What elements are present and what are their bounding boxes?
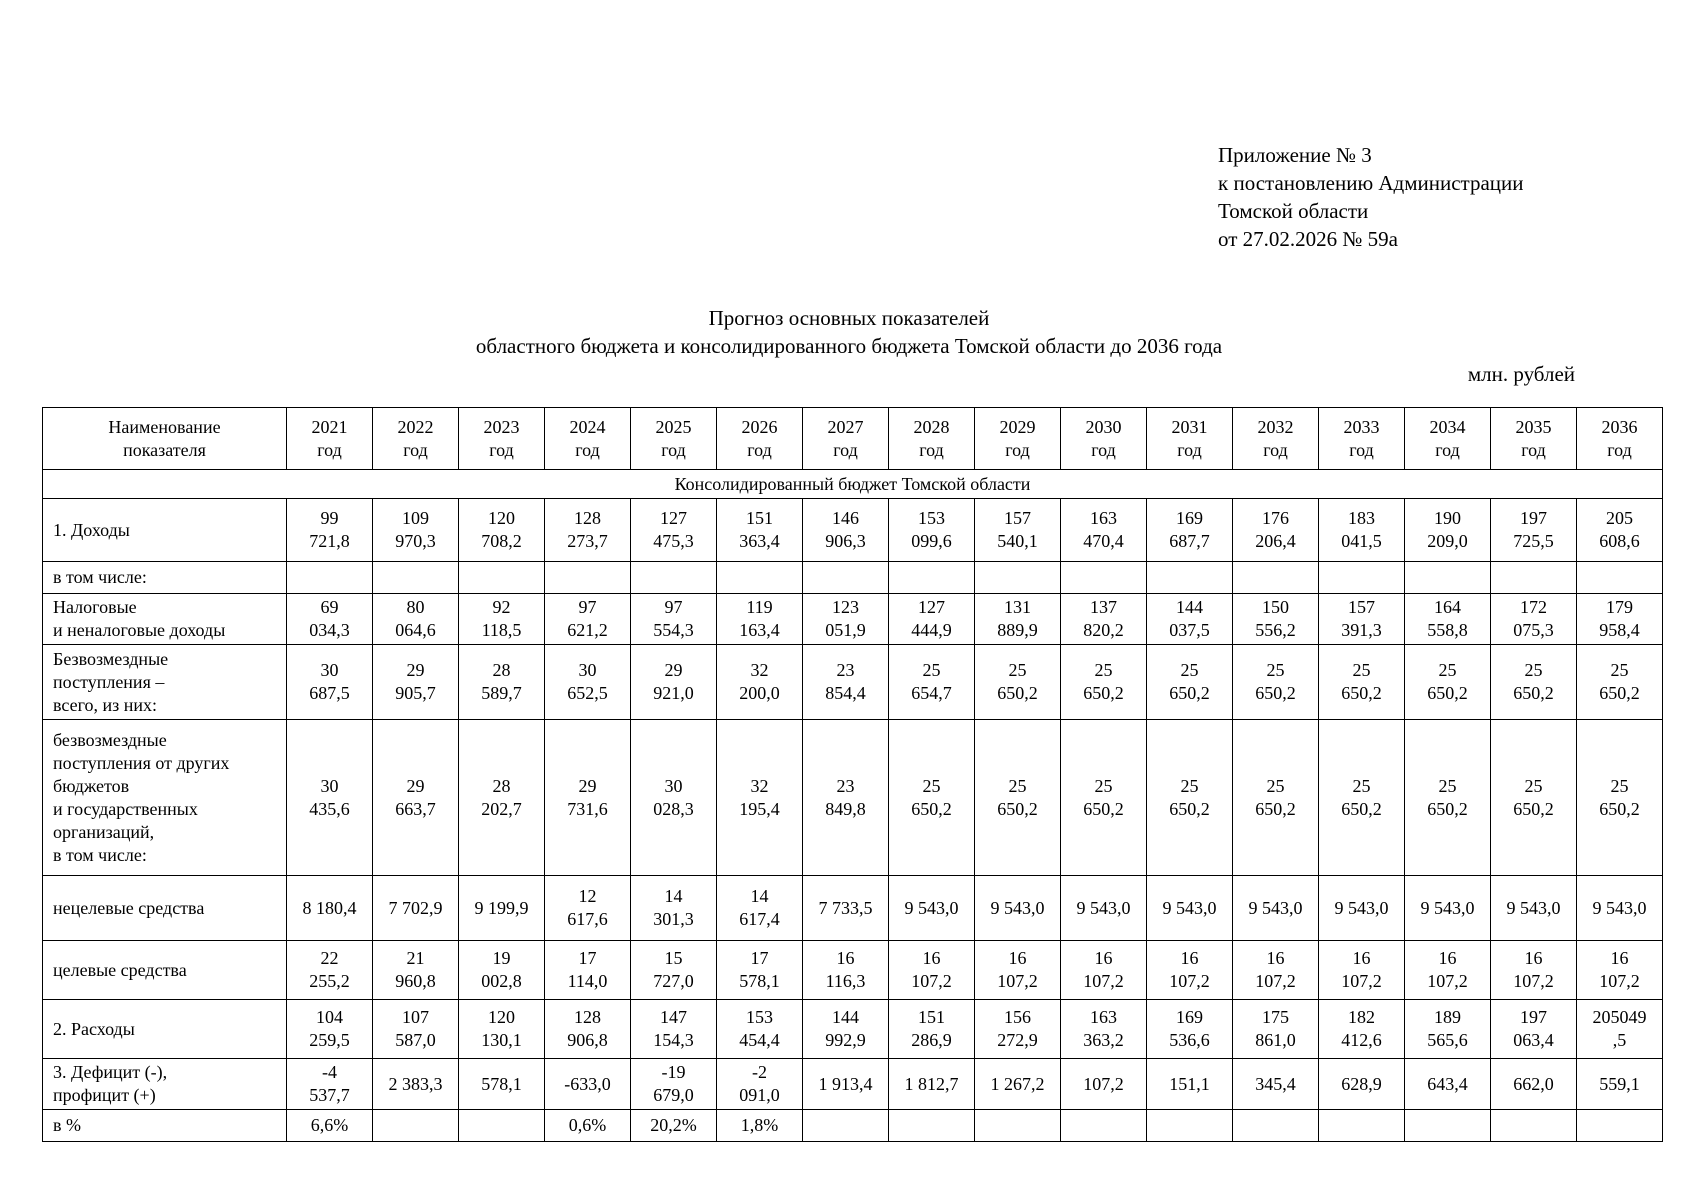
table-cell xyxy=(1577,1110,1663,1142)
column-header-year: 2025 год xyxy=(631,408,717,470)
table-cell: 92 118,5 xyxy=(459,594,545,645)
table-cell: 8 180,4 xyxy=(287,876,373,941)
table-cell: 172 075,3 xyxy=(1491,594,1577,645)
table-cell xyxy=(975,562,1061,594)
table-cell: 99 721,8 xyxy=(287,499,373,562)
table-cell: 17 114,0 xyxy=(545,941,631,1000)
table-cell xyxy=(889,1110,975,1142)
table-cell xyxy=(975,1110,1061,1142)
table-row xyxy=(43,594,1663,645)
table-cell: 205049 ,5 xyxy=(1577,1000,1663,1059)
table-cell: 153 099,6 xyxy=(889,499,975,562)
table-cell: 128 906,8 xyxy=(545,1000,631,1059)
table-cell: 25 650,2 xyxy=(1491,645,1577,720)
table-cell: 80 064,6 xyxy=(373,594,459,645)
table-cell xyxy=(1577,562,1663,594)
table-cell xyxy=(1147,1110,1233,1142)
table-cell: 25 650,2 xyxy=(1061,720,1147,876)
table-cell: 144 037,5 xyxy=(1147,594,1233,645)
table-cell xyxy=(1233,562,1319,594)
table-cell xyxy=(889,562,975,594)
table-cell: 69 034,3 xyxy=(287,594,373,645)
table-row xyxy=(43,645,1663,720)
attachment-line: к постановлению Администрации xyxy=(1218,171,1524,195)
table-cell: 16 107,2 xyxy=(975,941,1061,1000)
table-cell: 30 028,3 xyxy=(631,720,717,876)
table-cell xyxy=(1233,1110,1319,1142)
table-cell: 109 970,3 xyxy=(373,499,459,562)
table-cell: 23 849,8 xyxy=(803,720,889,876)
table-cell: -4 537,7 xyxy=(287,1059,373,1110)
table-cell: 25 650,2 xyxy=(1233,720,1319,876)
table-cell: 197 725,5 xyxy=(1491,499,1577,562)
table-cell xyxy=(1491,562,1577,594)
table-cell: 20,2% xyxy=(631,1110,717,1142)
budget-table xyxy=(42,407,1663,1142)
column-header-year: 2032 год xyxy=(1233,408,1319,470)
row-label: 1. Доходы xyxy=(43,499,287,562)
table-cell: 9 543,0 xyxy=(1405,876,1491,941)
table-cell: 25 650,2 xyxy=(1405,645,1491,720)
table-cell: 147 154,3 xyxy=(631,1000,717,1059)
table-cell: 16 107,2 xyxy=(1405,941,1491,1000)
table-cell: -2 091,0 xyxy=(717,1059,803,1110)
table-cell: 9 543,0 xyxy=(1233,876,1319,941)
table-cell: 9 543,0 xyxy=(889,876,975,941)
table-cell: 153 454,4 xyxy=(717,1000,803,1059)
column-header-year: 2031 год xyxy=(1147,408,1233,470)
table-cell: 144 992,9 xyxy=(803,1000,889,1059)
table-cell: 119 163,4 xyxy=(717,594,803,645)
table-cell: 16 116,3 xyxy=(803,941,889,1000)
table-cell: 183 041,5 xyxy=(1319,499,1405,562)
table-cell: 25 650,2 xyxy=(1147,645,1233,720)
table-cell: 182 412,6 xyxy=(1319,1000,1405,1059)
table-cell: 16 107,2 xyxy=(1061,941,1147,1000)
table-cell xyxy=(1319,1110,1405,1142)
table-cell: 7 702,9 xyxy=(373,876,459,941)
table-cell: 127 475,3 xyxy=(631,499,717,562)
table-cell: 9 543,0 xyxy=(1319,876,1405,941)
table-cell: 25 650,2 xyxy=(1577,645,1663,720)
row-label: 2. Расходы xyxy=(43,1000,287,1059)
row-label: Безвозмездные поступления – всего, из них: xyxy=(43,645,287,720)
column-header-year: 2033 год xyxy=(1319,408,1405,470)
title-line: Прогноз основных показателей xyxy=(708,306,990,330)
table-row xyxy=(43,1110,1663,1142)
table-cell: 151,1 xyxy=(1147,1059,1233,1110)
table-cell: 97 554,3 xyxy=(631,594,717,645)
table-cell xyxy=(1061,562,1147,594)
section-row xyxy=(43,470,1663,499)
row-label: целевые средства xyxy=(43,941,287,1000)
table-cell: 643,4 xyxy=(1405,1059,1491,1110)
table-cell xyxy=(1491,1110,1577,1142)
table-cell: 16 107,2 xyxy=(1491,941,1577,1000)
table-cell: 1 267,2 xyxy=(975,1059,1061,1110)
column-header-name: Наименование показателя xyxy=(43,408,287,470)
table-cell: 25 650,2 xyxy=(1147,720,1233,876)
table-cell: 197 063,4 xyxy=(1491,1000,1577,1059)
table-row xyxy=(43,1059,1663,1110)
table-cell: 14 301,3 xyxy=(631,876,717,941)
table-cell xyxy=(459,1110,545,1142)
table-cell xyxy=(717,562,803,594)
table-cell xyxy=(373,1110,459,1142)
table-cell: 146 906,3 xyxy=(803,499,889,562)
table-cell: 25 650,2 xyxy=(975,645,1061,720)
table-cell: 29 663,7 xyxy=(373,720,459,876)
table-cell: 205 608,6 xyxy=(1577,499,1663,562)
table-cell: 151 363,4 xyxy=(717,499,803,562)
column-header-year: 2023 год xyxy=(459,408,545,470)
table-cell: 578,1 xyxy=(459,1059,545,1110)
table-cell: 22 255,2 xyxy=(287,941,373,1000)
table-cell: 23 854,4 xyxy=(803,645,889,720)
table-cell xyxy=(631,562,717,594)
table-cell xyxy=(1405,1110,1491,1142)
table-cell: 97 621,2 xyxy=(545,594,631,645)
table-cell: 123 051,9 xyxy=(803,594,889,645)
table-cell: 1,8% xyxy=(717,1110,803,1142)
column-header-year: 2026 год xyxy=(717,408,803,470)
column-header-year: 2022 год xyxy=(373,408,459,470)
table-cell: 169 536,6 xyxy=(1147,1000,1233,1059)
table-cell: 107,2 xyxy=(1061,1059,1147,1110)
table-cell: 30 687,5 xyxy=(287,645,373,720)
table-cell: 151 286,9 xyxy=(889,1000,975,1059)
table-cell: 1 812,7 xyxy=(889,1059,975,1110)
table-cell: 157 540,1 xyxy=(975,499,1061,562)
table-cell: 30 652,5 xyxy=(545,645,631,720)
table-cell: 16 107,2 xyxy=(1233,941,1319,1000)
table-header-row xyxy=(43,408,1663,470)
table-cell: 25 650,2 xyxy=(889,720,975,876)
table-cell xyxy=(1061,1110,1147,1142)
table-cell: 14 617,4 xyxy=(717,876,803,941)
title-line: областного бюджета и консолидированного бюджета Томской области до 2036 года xyxy=(475,334,1223,358)
table-cell: 15 727,0 xyxy=(631,941,717,1000)
row-label: в % xyxy=(43,1110,287,1142)
column-header-year: 2030 год xyxy=(1061,408,1147,470)
table-cell xyxy=(1405,562,1491,594)
table-cell: 9 199,9 xyxy=(459,876,545,941)
table-cell: 32 200,0 xyxy=(717,645,803,720)
section-title: Консолидированный бюджет Томской области xyxy=(43,470,1663,499)
table-cell: 163 363,2 xyxy=(1061,1000,1147,1059)
table-cell: 150 556,2 xyxy=(1233,594,1319,645)
column-header-year: 2034 год xyxy=(1405,408,1491,470)
attachment-block xyxy=(1218,141,1524,253)
table-cell: 120 130,1 xyxy=(459,1000,545,1059)
table-cell: 128 273,7 xyxy=(545,499,631,562)
table-cell: 30 435,6 xyxy=(287,720,373,876)
table-cell xyxy=(373,562,459,594)
table-cell: 107 587,0 xyxy=(373,1000,459,1059)
table-cell: 25 654,7 xyxy=(889,645,975,720)
table-cell xyxy=(459,562,545,594)
table-cell: 176 206,4 xyxy=(1233,499,1319,562)
table-cell: 16 107,2 xyxy=(1577,941,1663,1000)
table-cell: 7 733,5 xyxy=(803,876,889,941)
table-cell: 21 960,8 xyxy=(373,941,459,1000)
table-cell: 164 558,8 xyxy=(1405,594,1491,645)
row-label: в том числе: xyxy=(43,562,287,594)
column-header-year: 2035 год xyxy=(1491,408,1577,470)
table-cell: 189 565,6 xyxy=(1405,1000,1491,1059)
table-cell: 120 708,2 xyxy=(459,499,545,562)
table-cell: 137 820,2 xyxy=(1061,594,1147,645)
table-row xyxy=(43,562,1663,594)
table-cell: 559,1 xyxy=(1577,1059,1663,1110)
table-cell: 29 905,7 xyxy=(373,645,459,720)
table-cell: 131 889,9 xyxy=(975,594,1061,645)
column-header-year: 2027 год xyxy=(803,408,889,470)
table-cell xyxy=(803,562,889,594)
table-cell: 127 444,9 xyxy=(889,594,975,645)
table-cell: 345,4 xyxy=(1233,1059,1319,1110)
table-row xyxy=(43,499,1663,562)
table-cell: 628,9 xyxy=(1319,1059,1405,1110)
table-cell: 2 383,3 xyxy=(373,1059,459,1110)
table-cell: 9 543,0 xyxy=(1147,876,1233,941)
document-title xyxy=(0,304,1698,360)
table-cell: 25 650,2 xyxy=(1061,645,1147,720)
table-cell: -19 679,0 xyxy=(631,1059,717,1110)
table-cell: 25 650,2 xyxy=(1233,645,1319,720)
attachment-line: от 27.02.2026 № 59а xyxy=(1218,227,1399,251)
attachment-line: Приложение № 3 xyxy=(1218,143,1372,167)
table-cell: 0,6% xyxy=(545,1110,631,1142)
table-cell: 25 650,2 xyxy=(975,720,1061,876)
table-cell xyxy=(287,562,373,594)
table-cell: 28 589,7 xyxy=(459,645,545,720)
table-cell: 9 543,0 xyxy=(1577,876,1663,941)
attachment-line: Томской области xyxy=(1218,199,1369,223)
table-cell: 12 617,6 xyxy=(545,876,631,941)
table-cell: 19 002,8 xyxy=(459,941,545,1000)
table-cell: 25 650,2 xyxy=(1319,645,1405,720)
table-cell: 1 913,4 xyxy=(803,1059,889,1110)
row-label: нецелевые средства xyxy=(43,876,287,941)
table-cell: 179 958,4 xyxy=(1577,594,1663,645)
table-cell: 9 543,0 xyxy=(1491,876,1577,941)
table-cell: 156 272,9 xyxy=(975,1000,1061,1059)
column-header-year: 2024 год xyxy=(545,408,631,470)
table-cell: 157 391,3 xyxy=(1319,594,1405,645)
table-cell: 9 543,0 xyxy=(975,876,1061,941)
table-cell: 163 470,4 xyxy=(1061,499,1147,562)
row-label: безвозмездные поступления от других бюджетов и государственных организаций, в том числе: xyxy=(43,720,287,876)
table-cell: 32 195,4 xyxy=(717,720,803,876)
table-cell: 29 731,6 xyxy=(545,720,631,876)
table-cell: 9 543,0 xyxy=(1061,876,1147,941)
row-label: Налоговые и неналоговые доходы xyxy=(43,594,287,645)
table-cell xyxy=(545,562,631,594)
table-cell: 25 650,2 xyxy=(1319,720,1405,876)
table-cell: 25 650,2 xyxy=(1491,720,1577,876)
table-row xyxy=(43,1000,1663,1059)
table-cell xyxy=(1319,562,1405,594)
column-header-year: 2036 год xyxy=(1577,408,1663,470)
column-header-year: 2028 год xyxy=(889,408,975,470)
table-cell: -633,0 xyxy=(545,1059,631,1110)
table-cell xyxy=(1147,562,1233,594)
table-cell: 104 259,5 xyxy=(287,1000,373,1059)
table-cell: 6,6% xyxy=(287,1110,373,1142)
table-cell: 169 687,7 xyxy=(1147,499,1233,562)
column-header-year: 2029 год xyxy=(975,408,1061,470)
table-cell: 17 578,1 xyxy=(717,941,803,1000)
table-row xyxy=(43,941,1663,1000)
table-cell: 16 107,2 xyxy=(1319,941,1405,1000)
table-cell: 16 107,2 xyxy=(1147,941,1233,1000)
table-cell: 190 209,0 xyxy=(1405,499,1491,562)
table-cell: 25 650,2 xyxy=(1577,720,1663,876)
table-cell: 662,0 xyxy=(1491,1059,1577,1110)
table-cell xyxy=(803,1110,889,1142)
table-row xyxy=(43,720,1663,876)
table-row xyxy=(43,876,1663,941)
table-cell: 16 107,2 xyxy=(889,941,975,1000)
table-cell: 29 921,0 xyxy=(631,645,717,720)
table-cell: 28 202,7 xyxy=(459,720,545,876)
table-cell: 25 650,2 xyxy=(1405,720,1491,876)
units-label: млн. рублей xyxy=(1467,362,1575,386)
table-cell: 175 861,0 xyxy=(1233,1000,1319,1059)
row-label: 3. Дефицит (-), профицит (+) xyxy=(43,1059,287,1110)
column-header-year: 2021 год xyxy=(287,408,373,470)
